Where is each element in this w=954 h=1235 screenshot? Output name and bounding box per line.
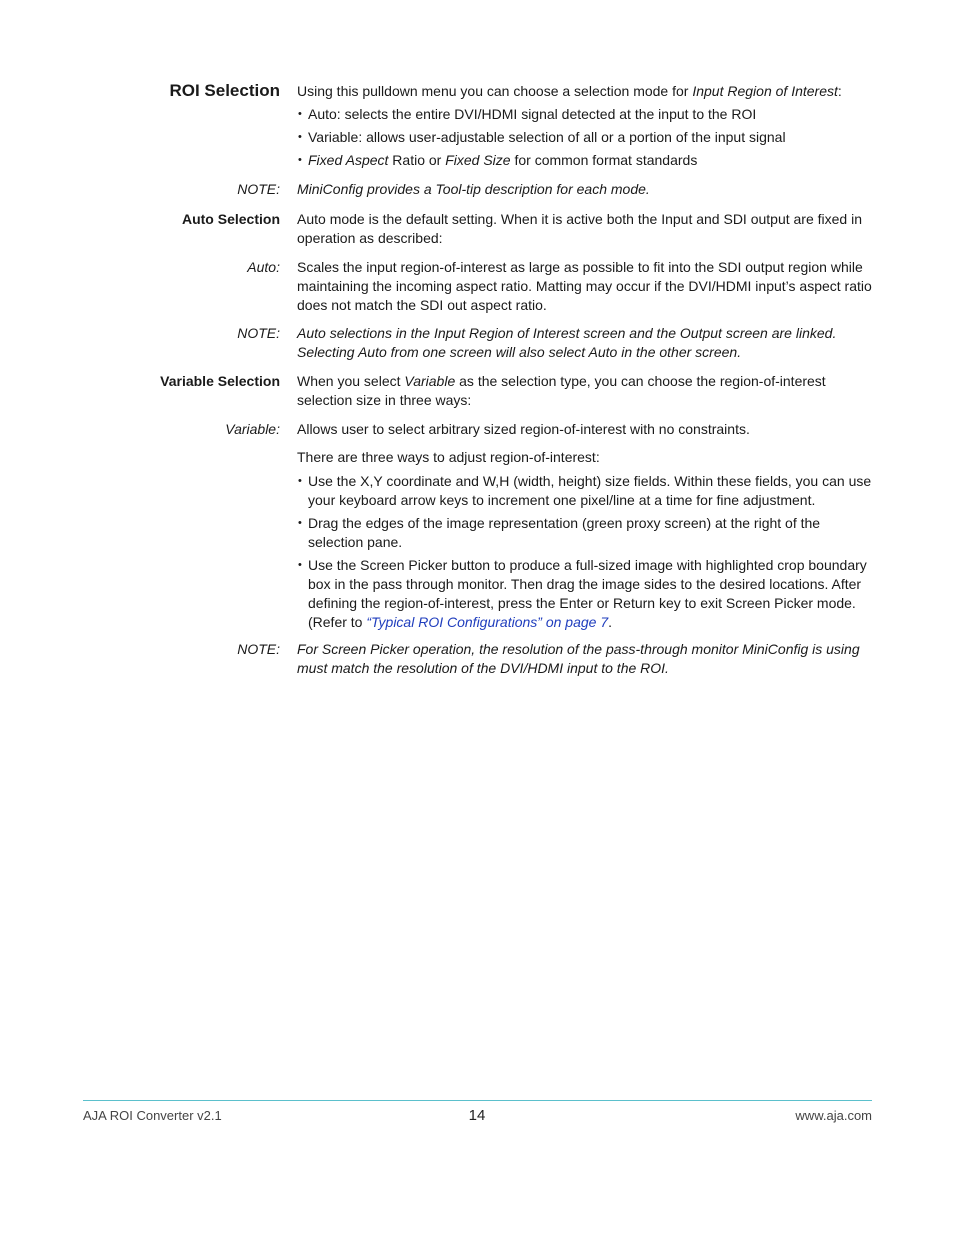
cross-reference-link[interactable]: “Typical ROI Configurations” on page 7	[366, 614, 609, 630]
fixed-aspect-term: Fixed Aspect	[308, 152, 389, 168]
list-item: • Drag the edges of the image representation (green proxy screen) at the right of the selection pane.	[297, 514, 872, 552]
section-heading-auto-selection: Auto Selection	[181, 211, 280, 227]
bullet-text: Use the Screen Picker button to produce a full-sized image with highlighted crop boundary box in the pass through monitor. Then drag the image sides to the desired locations. After defining the region-of-interest, press the Enter or Return key to exit Screen Picker mode. (Refer to	[308, 557, 867, 630]
page-number: 14	[468, 1107, 486, 1124]
note-text: MiniConfig provides a Tool-tip description for each mode.	[297, 181, 650, 197]
note-label: NOTE:	[237, 181, 280, 197]
ways-intro: There are three ways to adjust region-of-interest:	[297, 449, 600, 465]
term-definition-auto: Scales the input region-of-interest as large as possible to fit into the SDI output region while maintaining the incoming aspect ratio. Matting may occur if the DVI/HDMI input’s aspect ratio does not match the SDI out aspect ratio.	[297, 259, 872, 313]
variable-intro-end: as the selection type, you can choose the region-of-interest selection size in three ways:	[297, 373, 826, 408]
note-text: For Screen Picker operation, the resolution of the pass-through monitor MiniConfig is using must match the resolution of the DVI/HDMI input to the ROI.	[297, 641, 860, 676]
roi-mode-list	[297, 105, 872, 174]
adjust-methods-list	[297, 472, 872, 636]
term-label-auto: Auto:	[247, 259, 280, 275]
auto-intro-paragraph: Auto mode is the default setting. When it is active both the Input and SDI output are fixed in operation as described:	[297, 211, 863, 246]
footer-product-name: AJA ROI Converter v2.1	[83, 1108, 222, 1123]
note-label: NOTE:	[237, 325, 280, 341]
list-item: • Use the X,Y coordinate and W,H (width, height) size fields. Within these fields, you can use your keyboard arrow keys to increment one pixel/line at a time for fine adjustment.	[297, 472, 872, 510]
term-label-variable: Variable:	[225, 421, 280, 437]
note-text: Auto selections in the Input Region of Interest screen and the Output screen are linked. Selecting Auto from one screen will also select Auto in the other screen.	[297, 325, 837, 360]
roi-intro-paragraph	[297, 82, 872, 101]
variable-intro-text: When you select	[297, 373, 405, 389]
section-heading-variable-selection: Variable Selection	[160, 373, 280, 389]
list-item: • Variable: allows user-adjustable selection of all or a portion of the input signal	[297, 128, 872, 147]
roi-intro-emphasis: Input Region of Interest	[692, 83, 838, 99]
list-item: • Auto: selects the entire DVI/HDMI signal detected at the input to the ROI	[297, 105, 872, 124]
variable-intro-emphasis: Variable	[404, 373, 456, 389]
bullet-text: for common format standards	[510, 152, 698, 168]
term-definition-variable: Allows user to select arbitrary sized region-of-interest with no constraints.	[297, 421, 750, 437]
list-item	[297, 151, 872, 170]
roi-intro-end: :	[837, 83, 842, 99]
footer-divider	[83, 1100, 872, 1101]
bullet-text: .	[608, 614, 612, 630]
bullet-text: Ratio or	[388, 152, 446, 168]
roi-intro-text: Using this pulldown menu you can choose a selection mode for	[297, 83, 693, 99]
footer-website: www.aja.com	[795, 1108, 872, 1123]
list-item	[297, 556, 872, 632]
note-label: NOTE:	[237, 641, 280, 657]
variable-intro-paragraph	[297, 372, 872, 410]
section-heading-roi-selection: ROI Selection	[169, 81, 280, 100]
fixed-size-term: Fixed Size	[445, 152, 511, 168]
